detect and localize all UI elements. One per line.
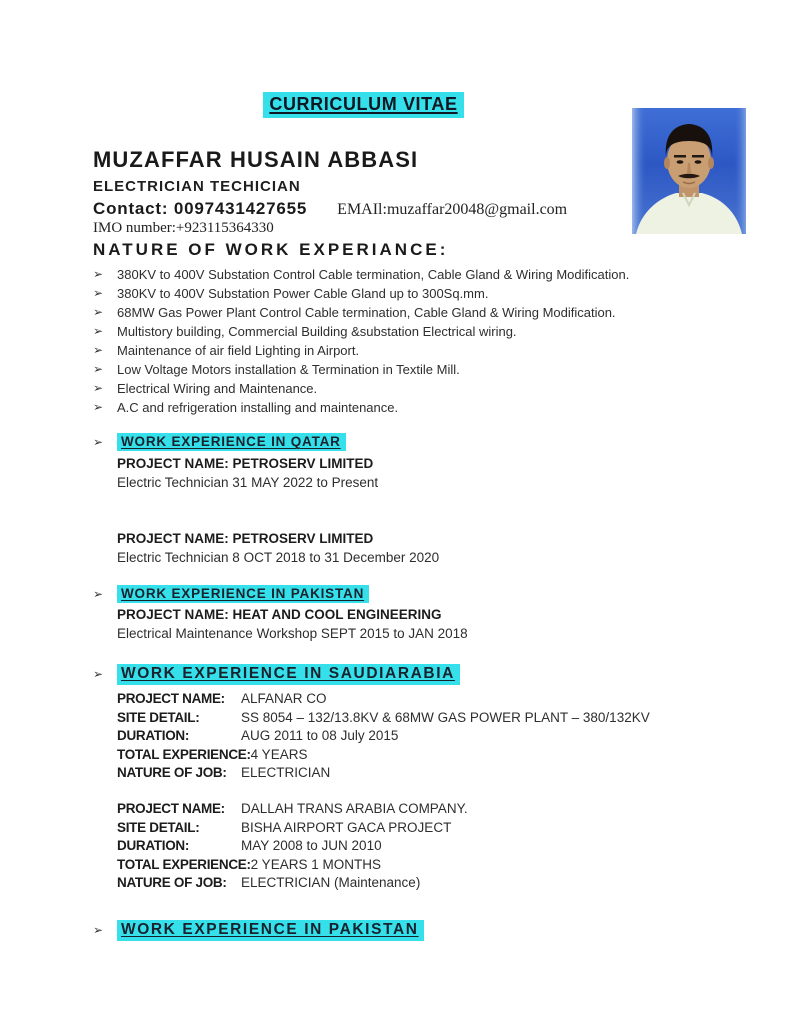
- bullet-item: [93, 265, 753, 284]
- bullet-text: Electrical Wiring and Maintenance.: [117, 381, 318, 397]
- arrow-bullet-icon: ➢: [93, 400, 104, 415]
- person-role: ELECTRICIAN TECHICIAN: [93, 178, 301, 196]
- arrow-bullet-icon: ➢: [93, 667, 104, 682]
- field-value: DALLAH TRANS ARABIA COMPANY.: [241, 801, 468, 817]
- field-value: BISHA AIRPORT GACA PROJECT: [241, 819, 452, 835]
- field-label: NATURE OF JOB:: [117, 875, 227, 891]
- field-value: SS 8054 – 132/13.8KV & 68MW GAS POWER PLANT – 380/132KV: [241, 709, 650, 725]
- arrow-bullet-icon: ➢: [93, 587, 104, 602]
- bullet-item: [93, 303, 753, 322]
- section-qatar: [93, 433, 753, 565]
- field-value: ELECTRICIAN: [241, 765, 331, 781]
- field-row: [117, 746, 753, 765]
- job-entry: [117, 531, 753, 565]
- bullet-text: Multistory building, Commercial Building &substation Electrical wiring.: [117, 324, 517, 340]
- arrow-bullet-icon: ➢: [93, 286, 104, 301]
- bullet-text: 380KV to 400V Substation Control Cable termination, Cable Gland & Wiring Modification.: [117, 267, 630, 283]
- arrow-bullet-icon: ➢: [93, 923, 104, 938]
- project-name: PROJECT NAME: PETROSERV LIMITED: [117, 531, 374, 547]
- field-row: [117, 819, 753, 838]
- arrow-bullet-icon: ➢: [93, 324, 104, 339]
- nature-bullet-list: [93, 265, 753, 417]
- bullet-text: 380KV to 400V Substation Power Cable Gland up to 300Sq.mm.: [117, 286, 489, 302]
- field-label: TOTAL EXPERIENCE:: [117, 746, 251, 762]
- field-label: DURATION:: [117, 728, 190, 744]
- section-pakistan: [93, 585, 753, 641]
- page-title: CURRICULUM VITAE: [263, 92, 463, 118]
- section-heading: WORK EXPERIENCE IN QATAR: [117, 433, 346, 451]
- section-saudi-arabia: [93, 664, 753, 893]
- section-qatar-header: [93, 433, 753, 451]
- section-heading: WORK EXPERIENCE IN SAUDIARABIA: [117, 664, 460, 685]
- project-name: PROJECT NAME: PETROSERV LIMITED: [117, 456, 374, 472]
- section-heading: WORK EXPERIENCE IN PAKISTAN: [117, 585, 369, 603]
- field-value: AUG 2011 to 08 July 2015: [241, 728, 399, 744]
- bullet-item: [93, 284, 753, 303]
- field-label: PROJECT NAME:: [117, 801, 225, 817]
- bullet-text: Maintenance of air field Lighting in Airport.: [117, 343, 360, 359]
- bullet-item: [93, 322, 753, 341]
- section-saudi-header: [93, 664, 753, 685]
- imo-number: IMO number:+923115364330: [93, 220, 274, 237]
- field-row: [117, 837, 753, 856]
- field-row: [117, 690, 753, 709]
- phone-number: Contact: 0097431427655: [93, 199, 308, 219]
- contact-row: [93, 199, 753, 219]
- field-label: DURATION:: [117, 838, 190, 854]
- bullet-text: 68MW Gas Power Plant Control Cable termination, Cable Gland & Wiring Modification.: [117, 305, 616, 321]
- bullet-item: [93, 398, 753, 417]
- job-entry: [117, 456, 753, 490]
- project-period: Electrical Maintenance Workshop SEPT 2015 to JAN 2018: [117, 626, 468, 642]
- field-row: [117, 800, 753, 819]
- project-period: Electric Technician 31 MAY 2022 to Present: [117, 475, 379, 491]
- field-row: [117, 764, 753, 783]
- section-pakistan-2-header: [93, 920, 753, 941]
- project-name: PROJECT NAME: HEAT AND COOL ENGINEERING: [117, 607, 442, 623]
- field-label: PROJECT NAME:: [117, 691, 225, 707]
- bullet-text: Low Voltage Motors installation & Termination in Textile Mill.: [117, 362, 460, 378]
- arrow-bullet-icon: ➢: [93, 267, 104, 282]
- arrow-bullet-icon: ➢: [93, 343, 104, 358]
- arrow-bullet-icon: ➢: [93, 435, 104, 450]
- bullet-item: [93, 360, 753, 379]
- field-row: [117, 874, 753, 893]
- field-value: MAY 2008 to JUN 2010: [241, 838, 382, 854]
- job-entry: [117, 607, 753, 641]
- field-value: 4 YEARS: [250, 746, 308, 762]
- field-label: SITE DETAIL:: [117, 819, 200, 835]
- bullet-item: [93, 379, 753, 398]
- section-heading: WORK EXPERIENCE IN PAKISTAN: [117, 920, 424, 941]
- project-period: Electric Technician 8 OCT 2018 to 31 December 2020: [117, 550, 440, 566]
- bullet-item: [93, 341, 753, 360]
- email-address: EMAIl:muzaffar20048@gmail.com: [337, 201, 568, 219]
- field-value: ALFANAR CO: [241, 691, 327, 707]
- arrow-bullet-icon: ➢: [93, 305, 104, 320]
- field-row: [117, 727, 753, 746]
- arrow-bullet-icon: ➢: [93, 362, 104, 377]
- job-entry: [117, 800, 753, 893]
- arrow-bullet-icon: ➢: [93, 381, 104, 396]
- field-label: NATURE OF JOB:: [117, 765, 227, 781]
- person-name: MUZAFFAR HUSAIN ABBASI: [93, 147, 419, 172]
- field-value: ELECTRICIAN (Maintenance): [241, 875, 421, 891]
- field-value: 2 YEARS 1 MONTHS: [250, 856, 381, 872]
- nature-of-work-heading: NATURE OF WORK EXPERIANCE:: [93, 240, 449, 260]
- section-pakistan-header: [93, 585, 753, 603]
- job-entry: [117, 690, 753, 783]
- field-row: [117, 856, 753, 875]
- bullet-text: A.C and refrigeration installing and maintenance.: [117, 400, 399, 416]
- field-row: [117, 709, 753, 728]
- field-label: SITE DETAIL:: [117, 709, 200, 725]
- cv-content: [93, 148, 753, 941]
- section-pakistan-2: [93, 920, 753, 941]
- field-label: TOTAL EXPERIENCE:: [117, 856, 251, 872]
